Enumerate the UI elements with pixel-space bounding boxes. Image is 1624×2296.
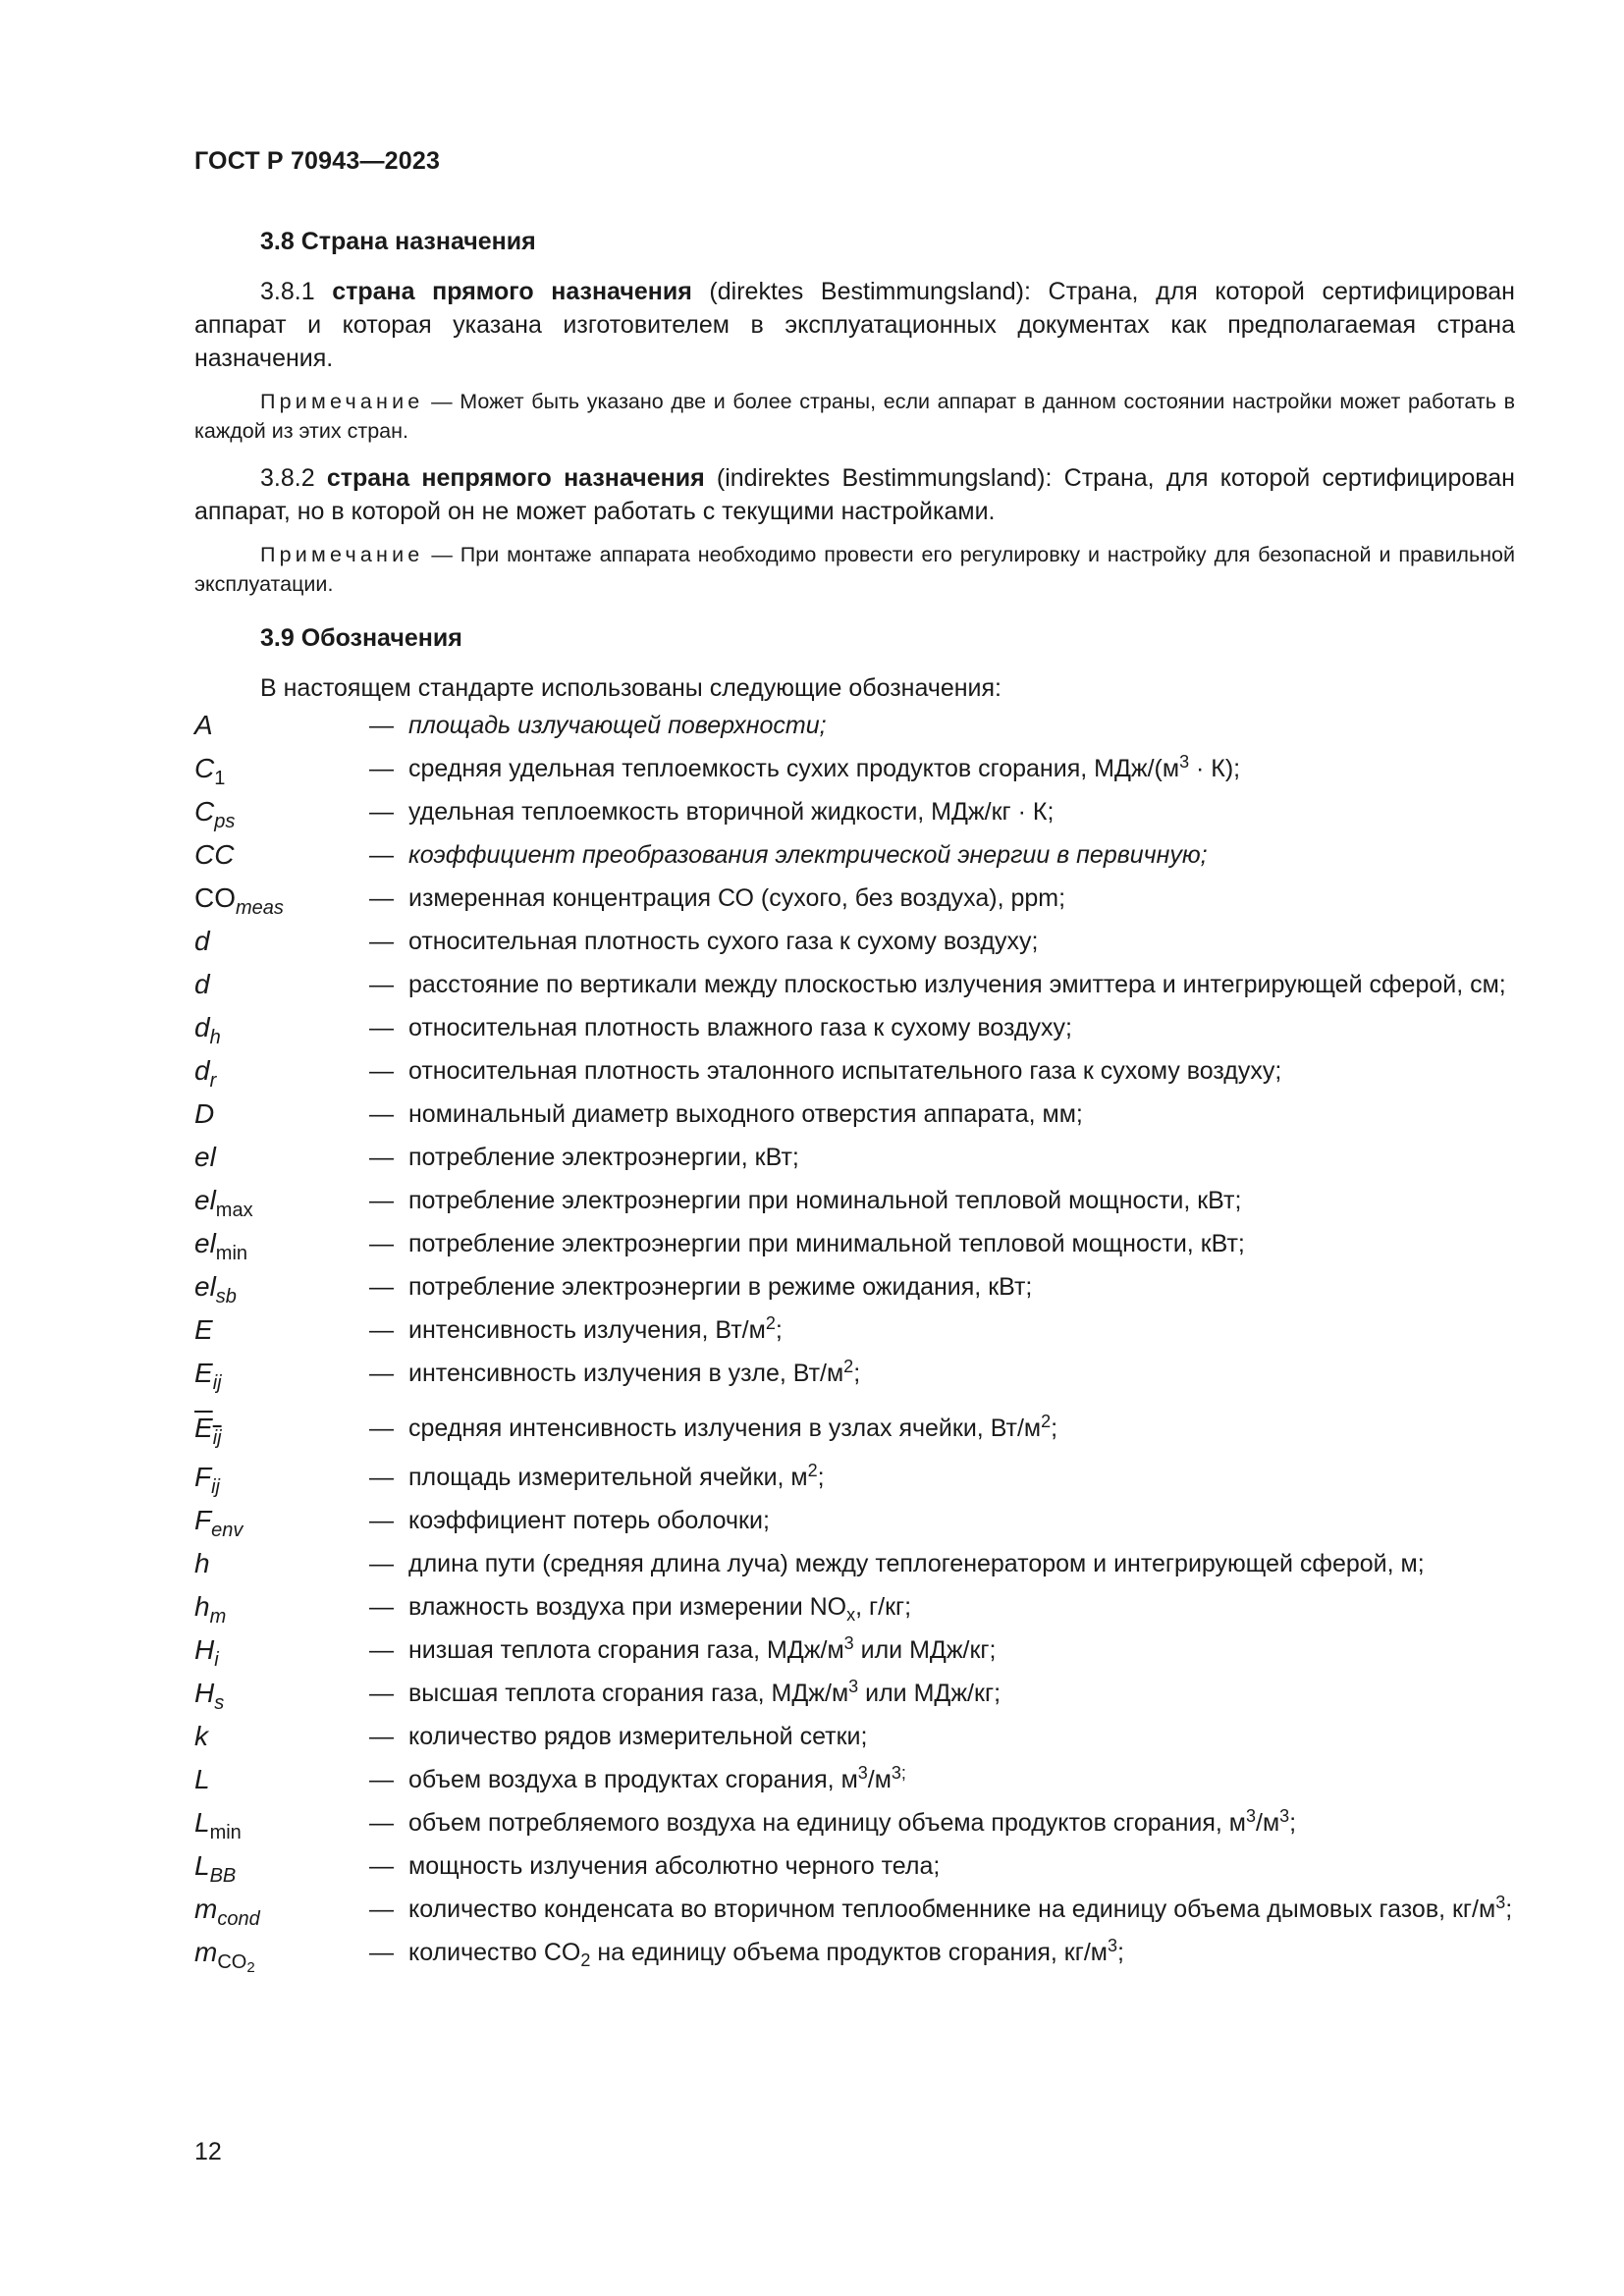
- term-indirect-destination: страна непрямого назначения: [326, 464, 705, 492]
- paragraph-3-8-2: 3.8.2 страна непрямого назначения (indirektes Bestimmungsland): Страна, для которой сертифицирован аппарат, но в которой он не может работать с текущими настройками.: [194, 464, 1515, 525]
- symbol-row-Lmin: $L_{min}$ — объем потребляемого воздуха на единицу объема продуктов сгорания, $м^3/м^3$;: [194, 1806, 1297, 1843]
- section-3-8-title: 3.8 Страна назначения: [260, 228, 536, 255]
- note-2: Примечание — При монтаже аппарата необходимо провести его регулировку и настройку для безопасной и правильной эксплуатации.: [194, 543, 1515, 596]
- symbol-row-Eij-mean: $E_{ij}$ — средняя интенсивность излучения в узлах ячейки, $Вт/м^2$;: [194, 1412, 1058, 1449]
- section-3-9-title: 3.9 Обозначения: [260, 624, 462, 652]
- symbol-row-D: D — номинальный диаметр выходного отверстия аппарата, мм;: [194, 1098, 1083, 1129]
- symbols-intro: В настоящем стандарте использованы следующие обозначения:: [260, 674, 1002, 702]
- symbol-row-elsb: $el_{sb}$ — потребление электроэнергии в режиме ожидания, кВт;: [194, 1271, 1033, 1308]
- page-number: 12: [194, 2138, 222, 2165]
- symbol-row-dh: $d_h$ — относительная плотность влажного газа к сухому воздуху;: [194, 1012, 1072, 1048]
- symbol-row-mCO2: $m_{CO_2}$ — количество $CO_2$ на единицу объема продуктов сгорания, $кг/м^3$;: [194, 1936, 1124, 1976]
- symbol-row-Hs: $H_s$ — высшая теплота сгорания газа, МДж/$м^3$ или МДж/кг;: [194, 1677, 1001, 1714]
- symbol-row-L: L — объем воздуха в продуктах сгорания, $м^3/м^{3;}$: [194, 1763, 906, 1794]
- symbol-row-h: h — длина пути (средняя длина луча) между теплогенератором и интегрирующей сферой, м;: [194, 1548, 1425, 1578]
- symbol-row-hm: $h_m$ — влажность воздуха при измерении $NO_x$, г/кг;: [194, 1591, 912, 1628]
- symbol-row-Eij: $E_{ij}$ — интенсивность излучения в узле, $Вт/м^2$;: [194, 1357, 861, 1394]
- symbol-row-dr: $d_r$ — относительная плотность эталонного испытательного газа к сухому воздуху;: [194, 1055, 1282, 1092]
- symbol-row-A: A — площадь излучающей поверхности;: [194, 710, 827, 740]
- symbol-row-d1: d — относительная плотность сухого газа к сухому воздуху;: [194, 926, 1039, 956]
- symbol-row-Fenv: $F_{env}$ — коэффициент потерь оболочки;: [194, 1505, 770, 1541]
- symbol-row-el: el — потребление электроэнергии, кВт;: [194, 1142, 799, 1172]
- symbol-row-k: k — количество рядов измерительной сетки;: [194, 1721, 868, 1751]
- symbol-row-Cps: $C_{ps}$ — удельная теплоемкость вторичной жидкости, МДж/кг · К;: [194, 796, 1055, 832]
- symbol-row-Hi: $H_i$ — низшая теплота сгорания газа, МДж/$м^3$ или МДж/кг;: [194, 1633, 997, 1671]
- symbol-row-elmin: $el_{min}$ — потребление электроэнергии при минимальной тепловой мощности, кВт;: [194, 1228, 1245, 1264]
- symbol-row-LBB: $L_{BB}$ — мощность излучения абсолютно черного тела;: [194, 1850, 941, 1887]
- symbol-row-E: E — интенсивность излучения, $Вт/м^2$;: [194, 1313, 783, 1345]
- page-content: [194, 224, 1515, 1979]
- paragraph-3-8-1: 3.8.1 страна прямого назначения (direktes Bestimmungsland): Страна, для которой сертифицирован аппарат и которая указана изготовителем в эксплуатационных документах как предполагаемая страна назначения.: [194, 278, 1515, 372]
- note-1: Примечание — Может быть указано две и более страны, если аппарат в данном состоянии настройки может работать в каждой из этих стран.: [194, 390, 1515, 443]
- symbol-row-C1: $C_1$ — средняя удельная теплоемкость сухих продуктов сгорания, МДж/$(м^3 \cdot К)$;: [194, 752, 1241, 789]
- symbol-row-Fij: $F_{ij}$ — площадь измерительной ячейки, $м^2$;: [194, 1461, 825, 1498]
- symbol-row-d2: d — расстояние по вертикали между плоскостью излучения эмиттера и интегрирующей сферой, см;: [194, 969, 1506, 999]
- document-header: ГОСТ Р 70943—2023: [194, 147, 441, 175]
- symbol-row-COmeas: $CO_{meas}$ — измеренная концентрация СО (сухого, без воздуха), ppm;: [194, 882, 1066, 919]
- term-direct-destination: страна прямого назначения: [332, 278, 692, 305]
- symbol-row-mcond: $m_{cond}$ — количество конденсата во вторичном теплообменнике на единицу объема дымовых газов, $кг/м^3$;: [194, 1893, 1513, 1930]
- symbol-row-CC: CC — коэффициент преобразования электрической энергии в первичную;: [194, 839, 1208, 870]
- symbol-row-elmax: $el_{max}$ — потребление электроэнергии при номинальной тепловой мощности, кВт;: [194, 1185, 1242, 1221]
